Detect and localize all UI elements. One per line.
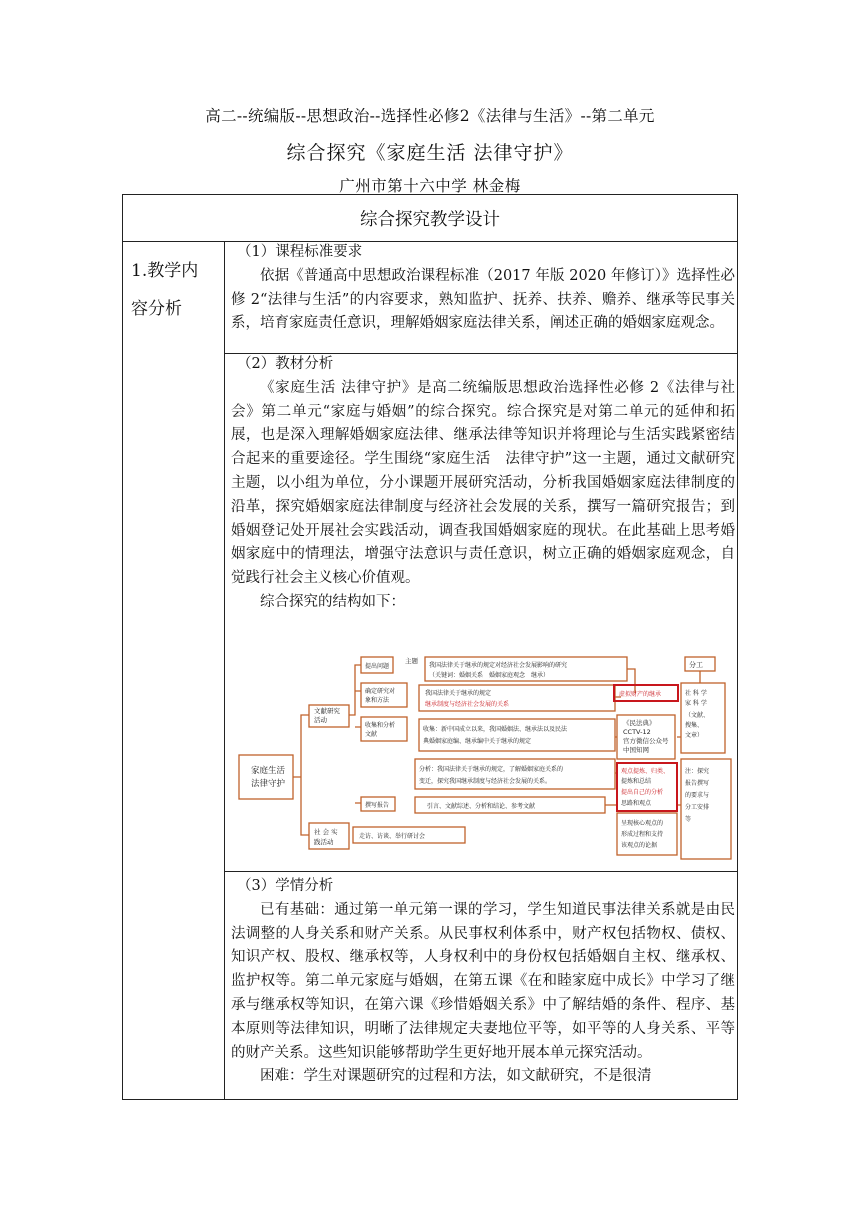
paragraph: 已有基础：通过第一单元第一课的学习，学生知道民事法律关系就是由民法调整的人身关系和财产关系。从民事权利体系中，财产权包括物权、债权、知识产权、股权、继承权等，人身权利中的身份权包括婚姻自主权、继承权、监护权等。第二单元家庭与婚姻，在第五课《在和睦家庭中成长》中学习了继承与继承权等知识，在第六课《珍惜婚姻关系》中了解结婚的条件、程序、基本原则等法律知识，明晰了法律规定夫妻地位平等，如平等的人身关系、平等的财产关系。这些知识能够帮助学生更好地开展本单元探究活动。 [231, 901, 735, 1061]
diagram-method-a: 我国法律关于继承的规定 [425, 690, 492, 697]
diagram-branch-1-b: 活动 [314, 716, 327, 724]
diagram-step-select: 提出问题 [365, 663, 390, 670]
author-line: 广州市第十六中学 林金梅 [339, 177, 521, 195]
diagram-side-2: 家 科 学 [685, 700, 707, 707]
diagram-root-box [239, 755, 293, 799]
diagram-step-collect-a: 收集和分析 [365, 722, 396, 729]
diagram-topic-b: （关键词：婚姻关系 婚姻家庭观念 继承） [429, 672, 550, 679]
diagram-main-tag: 主题 [405, 657, 418, 665]
diagram-side-b4: 分工安排 [685, 804, 710, 811]
diagram-step-method-b: 象和方法 [365, 697, 390, 704]
diagram-view-2: 提炼和总结 [621, 778, 652, 785]
diagram-step-write: 撰写报告 [365, 802, 390, 809]
row-label [131, 252, 221, 328]
diagram-analysis-b: 变迁，探究我国继承制度与经济社会发展的关系。 [419, 778, 552, 785]
row-label-line1: 1.教学内 [131, 261, 199, 281]
diagram-view-4: 思路和观点 [621, 800, 652, 807]
diagram-side-4: 搜集、 [685, 722, 704, 729]
diagram-source-4: 中国知网 [623, 746, 649, 754]
diagram-root-label-1: 家庭生活 [251, 766, 286, 776]
diagram-side-1: 社 科 学 [685, 690, 707, 697]
paragraph: 依据《普通高中思想政治课程标准（2017 年版 2020 年修订）》选择性必修 2“法律与生活”的内容要求，熟知监护、抚养、扶养、赡养、继承等民事关系，培育家庭责任意识，理解婚姻家庭法律关系，阐述正确的婚姻家庭观念。 [231, 267, 735, 332]
section-student-analysis [231, 875, 735, 1089]
section-curriculum-standards [231, 241, 735, 336]
diagram-side-b3: 的要求与 [685, 792, 710, 799]
inquiry-structure-diagram [231, 655, 735, 875]
section-heading: （2）教材分析 [237, 356, 334, 372]
diagram-source-3: 官方微信公众号 [623, 737, 669, 745]
paragraph: 综合探究的结构如下： [260, 593, 405, 610]
diagram-connector [349, 665, 361, 803]
table-title: 综合探究教学设计 [360, 210, 500, 230]
diagram-side-b2: 报告撰写 [685, 780, 710, 787]
diagram-side-3: （文献、 [685, 712, 710, 719]
diagram-source-1: 《民法典》 [623, 719, 656, 727]
paragraph: 困难：学生对课题研究的过程和方法，如文献研究，不是很清 [260, 1068, 652, 1085]
diagram-method-b: 继承制度与经济社会发展的关系 [425, 701, 510, 708]
diagram-fengong: 分工 [689, 661, 703, 669]
diagram-side-b5: 等 [685, 816, 692, 823]
paragraph: 《家庭生活 法律守护》是高二统编版思想政治选择性必修 2《法律与社会》第二单元“家庭与婚姻”的综合探究。综合探究是对第二单元的延伸和拓展，也是深入理解婚姻家庭法律、继承法律等知识并将理论与生活实践紧密结合起来的重要途径。学生围绕“家庭生活 法律守护”这一主题，通过文献研究主题，以小组为单位，分小课题开展研究活动，分析我国婚姻家庭法律制度的沿革，探究婚姻家庭法律制度与经济社会发展的关系，撰写一篇研究报告；到婚姻登记处开展社会实践活动，调查我国婚姻家庭的现状。在此基础上思考婚姻家庭中的情理法，增强守法意识与责任意识，树立正确的婚姻家庭观念，自觉践行社会主义核心价值观。 [231, 379, 735, 587]
diagram-social: 走访、访谈、举行研讨会 [359, 833, 426, 840]
diagram-collect-a: 收集：新中国成立以来，我国婚姻法、继承法以及民法 [423, 726, 568, 733]
diagram-source-2: CCTV-12 [623, 728, 651, 736]
diagram-side-b1: 注：探究 [685, 768, 710, 775]
diagram-root-label-2: 法律守护 [251, 779, 286, 789]
diagram-branch-2-b: 践活动 [314, 838, 334, 846]
row-label-line2: 容分析 [131, 299, 182, 319]
diagram-view-3: 提出自己的分析 [621, 789, 664, 796]
diagram-view-1: 观点提炼、归类、 [621, 768, 670, 775]
diagram-step-method-a: 确定研究对 [365, 688, 396, 695]
diagram-analysis-a: 分析：我国法律关于继承的规定，了解婚姻家庭关系的 [419, 766, 564, 773]
section-heading: （3）学情分析 [237, 878, 334, 894]
diagram-virtual: 虚拟财产的继承 [619, 691, 662, 698]
table-column-divider [224, 241, 225, 1099]
diagram-collect-box [419, 719, 615, 751]
document-title-line1: 高二--统编版--思想政治--选择性必修2《法律与生活》--第二单元 [205, 107, 655, 125]
diagram-step-collect-b: 文献 [365, 731, 378, 738]
diagram-side-5: 文章） [685, 732, 704, 739]
diagram-branch-1-a: 文献研究 [314, 707, 340, 715]
diagram-report: 引言、文献综述、分析和结论、参考文献 [427, 803, 536, 810]
section-textbook-analysis [231, 353, 735, 615]
section-heading: （1）课程标准要求 [237, 244, 363, 260]
diagram-collect-b: 典婚姻家庭编、继承编中关于继承的规定 [423, 738, 532, 745]
diagram-core-3: 该观点的论据 [621, 842, 658, 849]
document-title: 综合探究《家庭生活 法律守护》 [286, 142, 574, 164]
diagram-core-2: 形成过程和支持 [621, 831, 664, 838]
design-table [122, 194, 738, 1100]
diagram-connector [293, 715, 309, 835]
diagram-topic-a: 我国法律关于继承的规定对经济社会发展影响的研究 [429, 662, 568, 669]
diagram-core-1: 呈现核心观点的 [621, 820, 664, 827]
diagram-branch-2-a: 社 会 实 [314, 828, 338, 836]
